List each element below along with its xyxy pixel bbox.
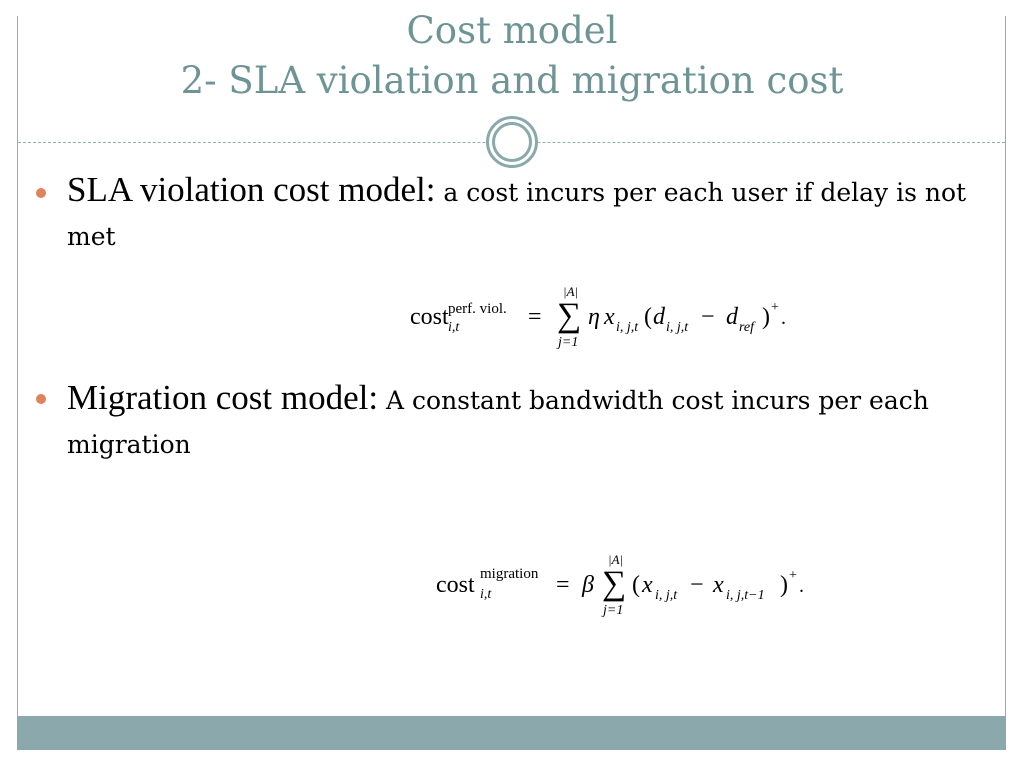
- formula-superscript: perf. viol.: [448, 301, 507, 317]
- sum-upper-limit: |A|: [563, 284, 579, 299]
- formula-cost-base: cost: [436, 572, 475, 598]
- formula-dref-subscript: ref: [739, 320, 755, 335]
- formula-x2: x: [713, 572, 724, 598]
- formula-minus: −: [690, 572, 704, 598]
- divider-circle-inner: [492, 122, 532, 162]
- divider-circle-ornament: [486, 116, 538, 168]
- footer-bar: [17, 716, 1006, 750]
- formula-open-paren: (: [632, 572, 640, 598]
- formula-x-subscript: i, j,t: [616, 320, 639, 335]
- formula-superscript: migration: [480, 566, 539, 582]
- sum-lower-limit: j=1: [603, 603, 624, 618]
- formula-minus: −: [701, 304, 715, 330]
- formula-subscript: i,t: [480, 587, 492, 602]
- bullet-dot-icon: [36, 188, 46, 198]
- formula-dref: d: [726, 304, 738, 330]
- sum-symbol: ∑: [602, 565, 627, 602]
- sla-violation-formula: [408, 280, 798, 352]
- formula-x2-subscript: i, j,t−1: [726, 588, 765, 603]
- migration-cost-formula: [436, 550, 816, 622]
- formula-trailing-dot: .: [781, 307, 786, 329]
- formula-open-paren: (: [644, 304, 652, 330]
- formula-plus-superscript: +: [771, 300, 779, 315]
- formula-plus-superscript: +: [789, 568, 797, 583]
- formula-x: x: [604, 304, 615, 330]
- formula-cost-base: cost: [410, 304, 449, 330]
- formula-equals: =: [528, 304, 542, 330]
- slide-title-line1: Cost model: [406, 9, 618, 52]
- formula-d-subscript: i, j,t: [666, 320, 689, 335]
- formula-subscript: i,t: [448, 320, 460, 335]
- bullet-heading: Migration cost model:: [67, 378, 379, 417]
- sum-symbol: ∑: [557, 297, 582, 334]
- slide-title-line2: 2- SLA violation and migration cost: [180, 59, 844, 102]
- bullet-description: a cost incurs per each user if delay is not met: [67, 178, 967, 251]
- sum-lower-limit: j=1: [558, 335, 579, 350]
- formula-trailing-dot: .: [799, 575, 804, 597]
- formula-close-paren: ): [762, 304, 770, 330]
- formula-x1: x: [642, 572, 653, 598]
- bullet-text: [67, 168, 967, 259]
- sum-upper-limit: |A|: [608, 552, 624, 567]
- formula-equals: =: [556, 572, 570, 598]
- bullet-heading: SLA violation cost model:: [67, 170, 436, 209]
- formula-close-paren: ): [780, 572, 788, 598]
- formula-d: d: [653, 304, 665, 330]
- bullet-dot-icon: [36, 394, 46, 404]
- bullet-description: A constant bandwidth cost incurs per each migration: [67, 386, 929, 459]
- formula-beta: β: [582, 572, 594, 598]
- bullet-text: [67, 376, 967, 467]
- formula-x1-subscript: i, j,t: [655, 588, 678, 603]
- formula-eta: η: [588, 304, 600, 330]
